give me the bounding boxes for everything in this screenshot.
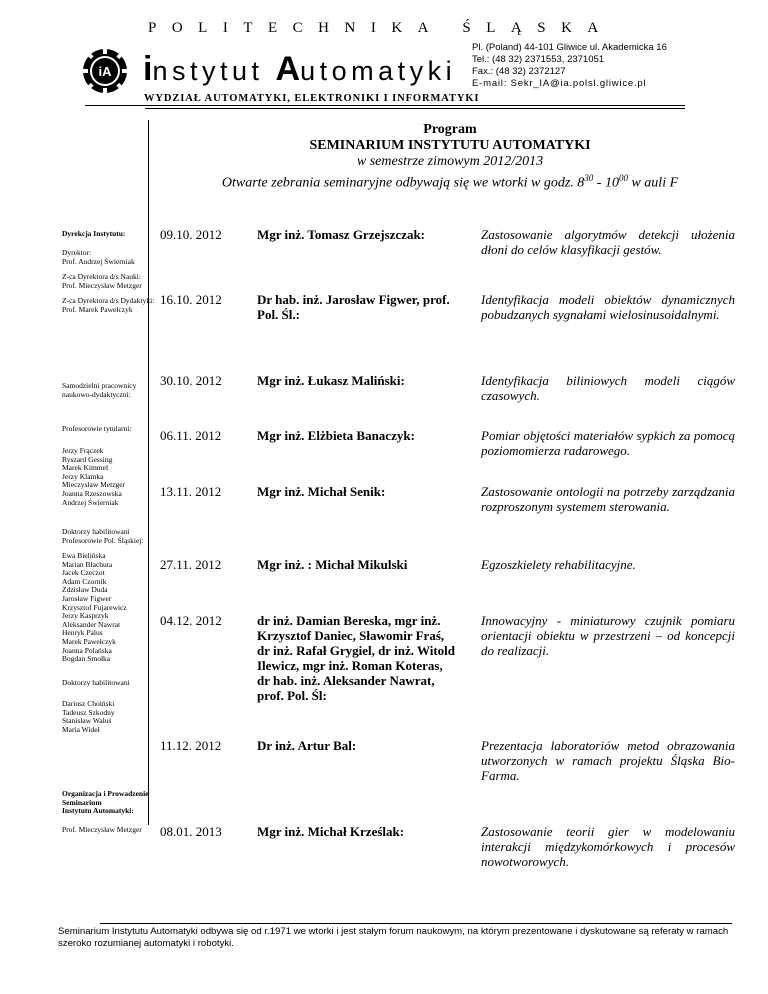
sidebar-staff-heading: Samodzielni pracownicy naukowo-dydaktyczni: <box>62 381 137 399</box>
seminar-speaker: Dr hab. inż. Jarosław Figwer, prof. Pol. Śl.: <box>257 292 450 322</box>
header-divider-thin <box>145 108 685 109</box>
contact-block <box>472 42 667 90</box>
seminar-date: 27.11. 2012 <box>160 557 222 572</box>
seminar-topic: Innowacyjny - miniaturowy czujnik pomiaru orientacji obiektu w przestrzeni – od koncepcji do realizacji. <box>481 613 735 658</box>
seminar-speaker: Mgr inż. Elżbieta Banaczyk: <box>257 428 415 443</box>
seminar-topic: Pomiar objętości materiałów sypkich za pomocą poziomomierza radarowego. <box>481 428 735 458</box>
seminar-topic: Zastosowanie teorii gier w modelowaniu interakcji międzykomórkowych i procesów nowotworowych. <box>481 824 735 869</box>
header-divider <box>85 105 685 106</box>
contact-tel: Tel.: (48 32) 2371553, 2371051 <box>472 54 605 65</box>
heading-schedule: Otwarte zebrania seminaryjne odbywają się we wtorki w godz. $8^{30} - 10^{00}$ w auli F <box>221 173 679 191</box>
heading-semester: w semestrze zimowym 2012/2013 <box>356 154 544 169</box>
sidebar-deputy-science: Z-ca Dyrektora d/s Nauki: Prof. Mieczysław Metzger <box>62 272 142 290</box>
sidebar-organizer: Prof. Mieczysław Metzger <box>62 825 142 834</box>
contact-email[interactable]: E-mail: Sekr_IA@ia.polsl.gliwice.pl <box>472 78 647 89</box>
contact-fax: Fax.: (48 32) 2372127 <box>472 66 566 77</box>
program-heading <box>150 122 750 192</box>
institute-name: instytut Automatyki <box>143 50 457 88</box>
sidebar-hab-professors-list: Ewa Bielińska Marian Błachuta Jacek Czeczot Adam Czornik Zdzisław Duda Jarosław Figwer Krzysztof Fujarewicz Jerzy Kasprzyk Aleksander Nawrat Henryk Palus Marek Pawełczyk Joanna Polańska Bogdan Smołka <box>62 551 127 664</box>
heading-program: Program <box>423 122 477 137</box>
sidebar-divider <box>148 120 149 825</box>
footer-note: Seminarium Instytutu Automatyki odbywa się od r.1971 we wtorki i jest stałym forum naukowym, na którym prezentowane i dyskutowane są referaty w ramach szeroko rozumianej automatyki i robotyki. <box>58 926 729 949</box>
sidebar-titled-professors-list: Jerzy Frączek Ryszard Gessing Marek Kimmel Jerzy Klamka Mieczysław Metzger Joanna Rzeszowska Andrzej Świerniak <box>62 446 126 507</box>
seminar-topic: Zastosowanie algorytmów detekcji ułożenia dłoni do celów klasyfikacji gestów. <box>481 227 735 257</box>
seminar-date: 09.10. 2012 <box>160 227 222 242</box>
institute-logo <box>82 48 128 94</box>
seminar-speaker: dr inż. Damian Bereska, mgr inż. Krzysztof Daniec, Sławomir Fraś, dr inż. Rafał Grygiel, dr inż. Witold Ilewicz, mgr inż. Roman Koteras, dr hab. inż. Aleksander Nawrat, prof. Pol. Śl: <box>257 613 456 703</box>
department-name: WYDZIAŁ AUTOMATYKI, ELEKTRONIKI I INFORMATYKI <box>144 93 480 104</box>
seminar-speaker: Mgr inż. Łukasz Maliński: <box>257 373 405 388</box>
seminar-date: 13.11. 2012 <box>160 484 222 499</box>
seminar-speaker: Mgr inż. Tomasz Grzejszczak: <box>257 227 425 242</box>
seminar-date: 04.12. 2012 <box>160 613 222 628</box>
contact-address: Pl. (Poland) 44-101 Gliwice ul. Akademicka 16 <box>472 42 667 53</box>
seminar-speaker: Dr inż. Artur Bal: <box>257 738 357 753</box>
university-name: POLITECHNIKA ŚLĄSKA <box>148 20 614 36</box>
logo-text: iA <box>98 64 112 79</box>
heading-seminar-title: SEMINARIUM INSTYTUTU AUTOMATYKI <box>309 138 591 153</box>
sidebar-directorate: Dyrekcja Instytutu: <box>62 229 126 238</box>
seminar-speaker: Mgr inż. Michał Krześlak: <box>257 824 405 839</box>
sidebar-hab-professors-heading: Doktorzy habilitowani Profesorowie Pol. Śląskiej: <box>62 527 144 545</box>
footer-divider <box>100 923 732 924</box>
seminar-date: 06.11. 2012 <box>160 428 222 443</box>
sidebar-organization-heading: Organizacja i Prowadzenie Seminarium Instytutu Automatyki: <box>62 789 149 816</box>
sidebar-director: Dyrektor: Prof. Andrzej Świerniak <box>62 248 135 266</box>
seminar-speaker: Mgr inż. : Michał Mikulski <box>257 557 408 572</box>
seminar-date: 11.12. 2012 <box>160 738 222 753</box>
sidebar-hab-doctors-heading: Doktorzy habilitowani <box>62 678 130 687</box>
seminar-date: 08.01. 2013 <box>160 824 222 839</box>
seminar-topic: Identyfikacja biliniowych modeli ciągów czasowych. <box>481 373 735 403</box>
seminar-speaker: Mgr inż. Michał Senik: <box>257 484 386 499</box>
seminar-topic: Egzoszkielety rehabilitacyjne. <box>481 557 636 572</box>
seminar-date: 30.10. 2012 <box>160 373 222 388</box>
sidebar-hab-doctors-list: Dariusz Choiński Tadeusz Szkodny Stanisław Waluś Maria Wideł <box>62 699 115 734</box>
sidebar-deputy-teaching: Z-ca Dyrektora d/s Dydaktyki: Prof. Marek Pawełczyk <box>62 296 155 314</box>
sidebar-titled-professors-heading: Profesorowie tytularni: <box>62 424 132 433</box>
seminar-date: 16.10. 2012 <box>160 292 222 307</box>
seminar-topic: Identyfikacja modeli obiektów dynamicznych pobudzanych sygnałami wielosinusoidalnymi. <box>481 292 735 322</box>
seminar-topic: Zastosowanie ontologii na potrzeby zarządzania rozproszonym systemem sterowania. <box>481 484 735 514</box>
seminar-topic: Prezentacja laboratoriów metod obrazowania utworzonych w ramach projektu Śląska Bio-Farma. <box>481 738 735 783</box>
